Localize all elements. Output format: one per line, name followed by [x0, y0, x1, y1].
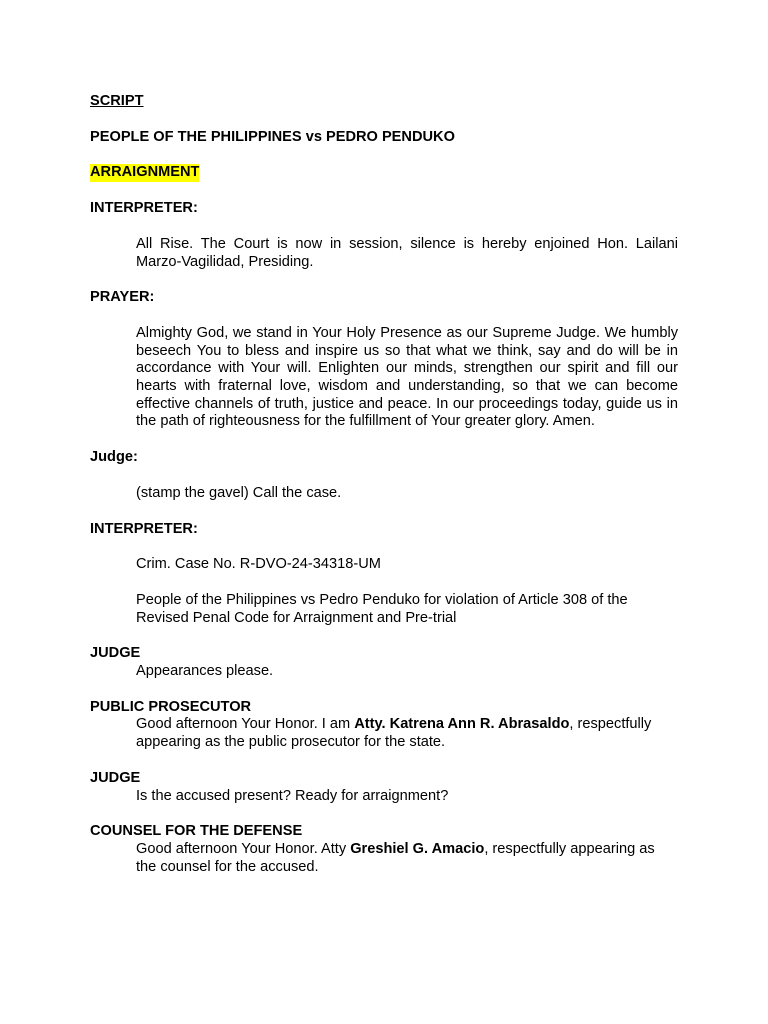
prayer-text: Almighty God, we stand in Your Holy Presence as our Supreme Judge. We humbly beseech You to bless and inspire us so that what we think, say and do will be in accordance with Your will. Enlighten our minds, strengthen our spirit and fill our hearts with fraternal love, wisdom and understanding, so that we can become effective channels of truth, justice and peace. In our proceedings today, guide us in the path of righteousness for the fulfillment of Your greater glory. Amen.: [136, 324, 678, 430]
judge-line: Is the accused present? Ready for arraignment?: [136, 787, 449, 804]
prosecutor-line: [136, 716, 678, 751]
prosecutor-name: Atty. Katrena Ann R. Abrasaldo: [354, 716, 570, 733]
defense-line: [136, 841, 678, 876]
prosecutor-text-before: Good afternoon Your Honor. I am: [136, 716, 355, 733]
section-highlight: ARRAIGNMENT: [90, 164, 200, 181]
speaker-judge: Judge:: [90, 449, 138, 466]
speaker-prosecutor: PUBLIC PROSECUTOR: [90, 698, 252, 715]
speaker-interpreter: INTERPRETER:: [90, 200, 198, 217]
defense-name: Greshiel G. Amacio: [350, 840, 485, 857]
judge-line: Appearances please.: [136, 663, 274, 680]
interpreter-line: People of the Philippines vs Pedro Penduko for violation of Article 308 of the Revised Penal Code for Arraignment and Pre-trial: [136, 591, 628, 626]
defense-text-after: , respectfully appearing as the counsel for the accused.: [136, 840, 655, 875]
speaker-judge: JUDGE: [90, 645, 141, 662]
speaker-prayer: PRAYER:: [90, 289, 155, 306]
document-page: [90, 93, 678, 894]
case-number: Crim. Case No. R-DVO-24-34318-UM: [136, 556, 381, 573]
defense-text-before: Good afternoon Your Honor. Atty: [136, 840, 351, 857]
prosecutor-text-after: , respectfully appearing as the public prosecutor for the state.: [136, 716, 652, 751]
speaker-interpreter: INTERPRETER:: [90, 520, 198, 537]
speaker-judge: JUDGE: [90, 769, 141, 786]
speaker-defense: COUNSEL FOR THE DEFENSE: [90, 823, 303, 840]
judge-line: (stamp the gavel) Call the case.: [136, 484, 342, 501]
section-heading: [90, 164, 678, 182]
interpreter-line: All Rise. The Court is now in session, silence is hereby enjoined Hon. Lailani Marzo-Vagilidad, Presiding.: [136, 235, 678, 270]
case-title: PEOPLE OF THE PHILIPPINES vs PEDRO PENDUKO: [90, 128, 455, 145]
script-title: SCRIPT: [90, 93, 144, 109]
